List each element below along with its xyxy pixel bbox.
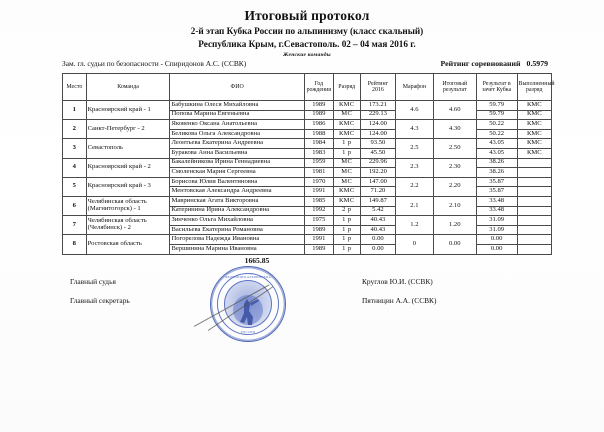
cell-place: 3 — [63, 139, 87, 158]
cell-fio: Буракова Анна Васильевна — [170, 148, 304, 158]
cell-marathon: 2.2 — [396, 177, 434, 196]
cell-team: Красноярский край - 2 — [86, 158, 170, 177]
cell-rating-2016: 147.00 — [360, 177, 395, 187]
cell-rank: 2 р — [333, 206, 360, 216]
cell-year: 1984 — [304, 139, 333, 149]
cell-fio: Катеринина Ирина Александровна — [170, 206, 304, 216]
cell-rating-2016: 149.87 — [360, 196, 395, 206]
cell-earned-rank — [517, 158, 551, 168]
cell-fio: Бакалейникова Ирина Геннадиевна — [170, 158, 304, 168]
cell-fio: Погорелова Надежда Ивановна — [170, 235, 304, 245]
cell-rating-2016: 0.00 — [360, 244, 395, 254]
cell-rating-2016: 124.00 — [360, 129, 395, 139]
document-subtitle-location: Республика Крым, г.Севастополь. 02 – 04 мая 2016 г. — [198, 38, 416, 49]
table-row — [63, 158, 552, 168]
cell-rank: 1 р — [333, 139, 360, 149]
cell-rating-2016: 124.00 — [360, 120, 395, 130]
document-category: Женские команды — [283, 52, 331, 58]
cell-team: Красноярский край - 3 — [86, 177, 170, 196]
cell-earned-rank: КМС — [517, 101, 551, 111]
cell-rank: МС — [333, 158, 360, 168]
cell-place: 1 — [63, 101, 87, 120]
page-title: Итоговый протокол — [244, 8, 370, 23]
cell-fio: Борисова Юлия Валентиновна — [170, 177, 304, 187]
column-header-rank: Разряд — [333, 74, 360, 101]
document-meta-row — [62, 59, 552, 72]
cell-rating-2016: 173.21 — [360, 101, 395, 111]
cell-place: 7 — [63, 216, 87, 235]
cell-year: 1992 — [304, 206, 333, 216]
competition-rating-label: Рейтинг соревнований — [440, 59, 521, 68]
results-table — [62, 73, 555, 255]
safety-judge-line: Зам. гл. судьи по безопасности - Спиридонов А.С. (ССВК) — [62, 59, 247, 68]
cell-rank: 1 р — [333, 148, 360, 158]
document-subtitle-event: 2-й этап Кубка России по альпинизму (класс скальный) — [190, 26, 424, 36]
cell-earned-rank: КМС — [517, 139, 551, 149]
cell-total-result: 2.10 — [433, 196, 476, 215]
column-header-year: Год рождения — [304, 74, 333, 101]
cell-rating-2016: 0.00 — [360, 235, 395, 245]
column-header-cup: Результат в зачет Кубка — [476, 74, 517, 101]
cell-rank: КМС — [333, 129, 360, 139]
competition-rating-value: 0.5979 — [526, 59, 548, 68]
cell-marathon: 1.2 — [396, 216, 434, 235]
cell-earned-rank — [517, 168, 551, 178]
cell-marathon: 2.5 — [396, 139, 434, 158]
cell-earned-rank — [517, 187, 551, 197]
cell-year: 1970 — [304, 177, 333, 187]
cell-fio: Яковенко Оксана Анатольевна — [170, 120, 304, 130]
cell-cup-result: 35.87 — [476, 187, 517, 197]
cell-place: 2 — [63, 120, 87, 139]
cell-cup-result: 31.09 — [476, 216, 517, 226]
cell-team: Санкт-Петербург - 2 — [86, 120, 170, 139]
column-header-earned: Выполненный разряд — [517, 74, 551, 101]
cell-cup-result: 0.00 — [476, 244, 517, 254]
signature-names — [362, 272, 436, 311]
cell-team: Ростовская область — [86, 235, 170, 254]
cell-fio: Васильева Екатерина Романовна — [170, 225, 304, 235]
cell-year: 1991 — [304, 187, 333, 197]
cell-cup-result: 0.00 — [476, 235, 517, 245]
cell-rank: МС — [333, 168, 360, 178]
cell-fio: Зинченко Ольга Михайловна — [170, 216, 304, 226]
cell-rank: 1 р — [333, 225, 360, 235]
cell-fio: Вершинина Марина Ивановна — [170, 244, 304, 254]
stamp-text-bottom: РОССИИ — [240, 329, 256, 334]
cell-cup-result: 38.26 — [476, 168, 517, 178]
cell-earned-rank — [517, 206, 551, 216]
cell-rating-2016: 40.43 — [360, 225, 395, 235]
cell-fio: Попова Марина Евгеньевна — [170, 110, 304, 120]
signatures-block — [62, 272, 552, 332]
cell-year: 1988 — [304, 129, 333, 139]
cell-place: 4 — [63, 158, 87, 177]
cell-year: 1981 — [304, 168, 333, 178]
cell-earned-rank — [517, 216, 551, 226]
table-row — [63, 101, 552, 111]
cell-team: Челябинская область (Магнитогорск) - 1 — [86, 196, 170, 215]
cell-fio: Ментовская Александра Андреевна — [170, 187, 304, 197]
cell-fio: Бабушкина Олеся Михайловна — [170, 101, 304, 111]
chief-secretary-label: Главный секретарь — [70, 295, 130, 305]
cell-earned-rank: КМС — [517, 129, 551, 139]
cell-cup-result: 33.48 — [476, 206, 517, 216]
cell-year: 1989 — [304, 110, 333, 120]
cell-cup-result: 50.22 — [476, 120, 517, 130]
cell-place: 5 — [63, 177, 87, 196]
cell-team: Севастополь — [86, 139, 170, 158]
cell-fio: Мавринская Агата Викторовна — [170, 196, 304, 206]
cell-year: 1975 — [304, 216, 333, 226]
protocol-sheet — [62, 4, 555, 334]
cell-year: 1959 — [304, 158, 333, 168]
official-stamp — [192, 264, 312, 342]
table-row — [63, 235, 552, 245]
total-sum: 1665.85 — [244, 255, 270, 265]
table-header — [63, 74, 555, 101]
cell-rating-2016: 5.42 — [360, 206, 395, 216]
cell-earned-rank — [517, 177, 551, 187]
cell-cup-result: 59.79 — [476, 101, 517, 111]
cell-cup-result: 50.22 — [476, 129, 517, 139]
cell-earned-rank — [517, 235, 551, 245]
cell-year: 1989 — [304, 101, 333, 111]
cell-year: 1989 — [304, 244, 333, 254]
cell-rating-2016: 93.50 — [360, 139, 395, 149]
cell-fio: Беликова Ольга Александровна — [170, 129, 304, 139]
cell-cup-result: 38.26 — [476, 158, 517, 168]
cell-marathon: 2.3 — [396, 158, 434, 177]
cell-rating-2016: 45.50 — [360, 148, 395, 158]
cell-place: 8 — [63, 235, 87, 254]
cell-earned-rank: КМС — [517, 110, 551, 120]
cell-cup-result: 31.09 — [476, 225, 517, 235]
competition-rating — [440, 59, 548, 68]
table-row — [63, 120, 552, 130]
cell-total-result: 4.30 — [433, 120, 476, 139]
cell-team: Красноярский край - 1 — [86, 101, 170, 120]
cell-rating-2016: 71.20 — [360, 187, 395, 197]
table-row — [63, 216, 552, 226]
cell-total-result: 2.30 — [433, 158, 476, 177]
cell-marathon: 4.3 — [396, 120, 434, 139]
cell-rating-2016: 229.96 — [360, 158, 395, 168]
cell-earned-rank — [517, 225, 551, 235]
column-header-fio: ФИО — [170, 74, 304, 101]
column-header-total: Итоговый результат — [433, 74, 476, 101]
stamp-text-top: ФЕДЕРАЦИЯ АЛЬПИНИЗМА — [224, 274, 271, 279]
cell-team: Челябинская область (Челябинск) - 2 — [86, 216, 170, 235]
cell-total-result: 4.60 — [433, 101, 476, 120]
cell-earned-rank: КМС — [517, 120, 551, 130]
cell-cup-result: 43.05 — [476, 139, 517, 149]
chief-judge-label: Главный судья — [70, 276, 116, 286]
cell-rank: КМС — [333, 120, 360, 130]
column-header-marathon: Марафон — [396, 74, 434, 101]
chief-judge-name: Круглов Ю.И. (ССВК) — [362, 276, 433, 286]
cell-rank: 1 р — [333, 244, 360, 254]
cell-cup-result: 59.79 — [476, 110, 517, 120]
cell-marathon: 0 — [396, 235, 434, 254]
table-body — [63, 101, 552, 255]
cell-rank: МС — [333, 177, 360, 187]
cell-total-result: 1.20 — [433, 216, 476, 235]
cell-rank: 1 р — [333, 216, 360, 226]
cell-earned-rank — [517, 244, 551, 254]
cell-rating-2016: 192.20 — [360, 168, 395, 178]
cell-fio: Смоленская Мария Сергеевна — [170, 168, 304, 178]
chief-secretary-name: Пятницин А.А. (ССВК) — [362, 295, 437, 305]
cell-rating-2016: 229.13 — [360, 110, 395, 120]
signature-labels — [70, 272, 130, 311]
table-row — [63, 177, 552, 187]
cell-earned-rank — [517, 196, 551, 206]
cell-year: 1991 — [304, 235, 333, 245]
cell-cup-result: 33.48 — [476, 196, 517, 206]
cell-total-result: 2.20 — [433, 177, 476, 196]
column-header-rating2016: Рейтинг 2016 — [360, 74, 395, 101]
cell-year: 1985 — [304, 196, 333, 206]
cell-rank: КМС — [333, 101, 360, 111]
cell-total-result: 0.00 — [433, 235, 476, 254]
column-header-team: Команда — [86, 74, 170, 101]
table-row — [63, 139, 552, 149]
cell-year: 1986 — [304, 120, 333, 130]
cell-rating-2016: 40.43 — [360, 216, 395, 226]
cell-year: 1989 — [304, 225, 333, 235]
cell-marathon: 4.6 — [396, 101, 434, 120]
cell-total-result: 2.50 — [433, 139, 476, 158]
cell-rank: КМС — [333, 196, 360, 206]
cell-fio: Леонтьева Екатерина Андреевна — [170, 139, 304, 149]
table-header-row — [63, 74, 552, 101]
column-header-place: Место — [63, 74, 87, 101]
cell-year: 1983 — [304, 148, 333, 158]
cell-place: 6 — [63, 196, 87, 215]
table-row — [63, 196, 552, 206]
cell-cup-result: 43.05 — [476, 148, 517, 158]
cell-marathon: 2.1 — [396, 196, 434, 215]
cell-rank: КМС — [333, 187, 360, 197]
cell-rank: 1 р — [333, 235, 360, 245]
cell-cup-result: 35.87 — [476, 177, 517, 187]
cell-earned-rank: КМС — [517, 148, 551, 158]
cell-rank: МС — [333, 110, 360, 120]
